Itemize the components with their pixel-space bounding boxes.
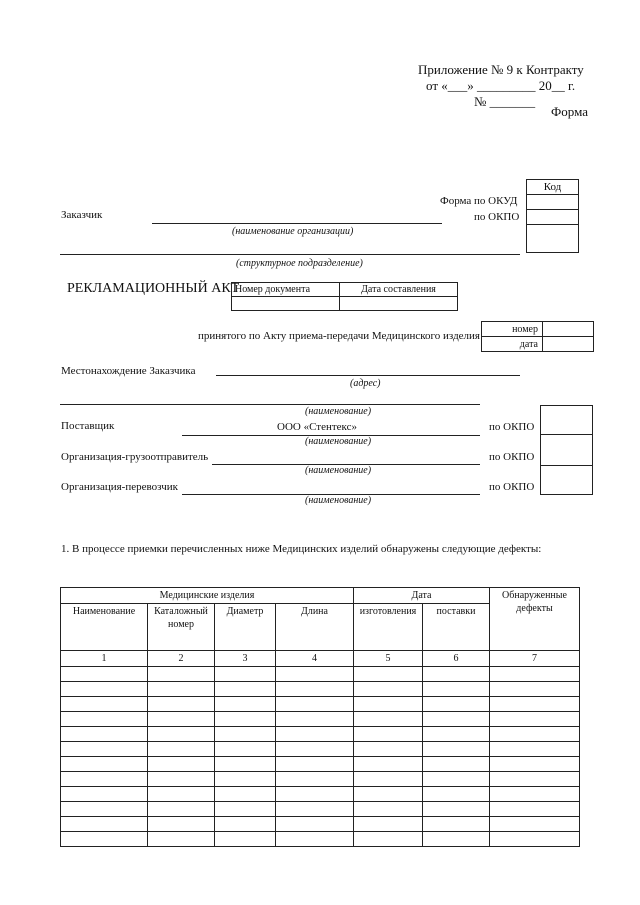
table-row (61, 742, 580, 757)
acceptance-date-cell[interactable] (543, 337, 594, 352)
table-cell[interactable] (215, 817, 276, 832)
table-cell[interactable] (148, 727, 215, 742)
table-row (61, 802, 580, 817)
table-cell[interactable] (148, 832, 215, 847)
table-cell[interactable] (423, 727, 490, 742)
table-cell[interactable] (490, 727, 580, 742)
col-name-header: Наименование (61, 604, 148, 651)
location-caption: (адрес) (350, 378, 381, 389)
table-cell[interactable] (423, 742, 490, 757)
okpo-cell[interactable] (527, 210, 579, 225)
supplier-okpo-box[interactable] (540, 405, 593, 435)
table-cell[interactable] (148, 772, 215, 787)
table-cell[interactable] (490, 757, 580, 772)
table-cell[interactable] (61, 787, 148, 802)
table-row (61, 727, 580, 742)
supplier-value: ООО «Стентекс» (277, 421, 357, 433)
table-cell[interactable] (276, 682, 354, 697)
table-cell[interactable] (490, 712, 580, 727)
table-cell[interactable] (423, 697, 490, 712)
table-cell[interactable] (490, 817, 580, 832)
table-cell[interactable] (423, 802, 490, 817)
col-number: 6 (423, 651, 490, 667)
department-caption: (структурное подразделение) (236, 258, 363, 269)
table-cell[interactable] (148, 682, 215, 697)
table-cell[interactable] (354, 802, 423, 817)
table-cell[interactable] (354, 712, 423, 727)
table-cell[interactable] (354, 742, 423, 757)
table-cell[interactable] (215, 772, 276, 787)
col-number: 5 (354, 651, 423, 667)
table-cell[interactable] (354, 667, 423, 682)
col-number: 3 (215, 651, 276, 667)
document-table (231, 282, 458, 311)
table-cell[interactable] (423, 772, 490, 787)
top-name-caption: (наименование) (305, 406, 372, 417)
table-cell[interactable] (276, 712, 354, 727)
act-title: РЕКЛАМАЦИОННЫЙ АКТ (67, 281, 240, 296)
table-cell[interactable] (354, 757, 423, 772)
table-row (61, 712, 580, 727)
table-cell[interactable] (215, 697, 276, 712)
table-cell[interactable] (354, 727, 423, 742)
table-row (61, 817, 580, 832)
acceptance-text: принятого по Акту приема-передачи Медицинского изделия (198, 330, 480, 342)
table-cell[interactable] (423, 757, 490, 772)
defects-intro: 1. В процессе приемки перечисленных ниже Медицинских изделий обнаружены следующие дефекты: (61, 543, 542, 555)
location-label: Местонахождение Заказчика (61, 365, 196, 377)
carrier-caption: (наименование) (305, 495, 372, 506)
table-cell[interactable] (148, 712, 215, 727)
table-cell[interactable] (148, 742, 215, 757)
table-cell[interactable] (354, 682, 423, 697)
table-cell[interactable] (61, 802, 148, 817)
table-cell[interactable] (61, 682, 148, 697)
supplier-okpo-label: по ОКПО (489, 421, 535, 433)
col-number: 7 (490, 651, 580, 667)
table-cell[interactable] (215, 787, 276, 802)
table-cell[interactable] (276, 832, 354, 847)
found-defects-header: Обнаруженные дефекты (490, 588, 580, 651)
table-cell[interactable] (354, 697, 423, 712)
table-cell[interactable] (276, 787, 354, 802)
table-cell[interactable] (215, 727, 276, 742)
table-cell[interactable] (490, 802, 580, 817)
table-cell[interactable] (61, 772, 148, 787)
table-cell[interactable] (490, 787, 580, 802)
table-cell[interactable] (276, 727, 354, 742)
department-line[interactable] (60, 254, 520, 255)
group-devices-header: Медицинские изделия (61, 588, 354, 604)
okpo-label: по ОКПО (474, 211, 520, 223)
table-cell[interactable] (215, 802, 276, 817)
table-cell[interactable] (61, 727, 148, 742)
table-cell[interactable] (148, 802, 215, 817)
table-cell[interactable] (215, 712, 276, 727)
table-cell[interactable] (61, 832, 148, 847)
defects-table (60, 587, 580, 847)
table-cell[interactable] (423, 787, 490, 802)
table-row (61, 682, 580, 697)
customer-label: Заказчик (61, 209, 103, 221)
table-cell[interactable] (215, 832, 276, 847)
table-cell[interactable] (276, 667, 354, 682)
doc-number-header: Номер документа (232, 283, 340, 297)
table-cell[interactable] (354, 832, 423, 847)
table-cell[interactable] (354, 817, 423, 832)
table-row (61, 667, 580, 682)
table-cell[interactable] (215, 667, 276, 682)
table-cell[interactable] (354, 772, 423, 787)
col-catalog-header: Каталожный номер (148, 604, 215, 651)
col-delivery-header: поставки (423, 604, 490, 651)
doc-date-header: Дата составления (340, 283, 458, 297)
supplier-label: Поставщик (61, 420, 115, 432)
doc-number-cell[interactable] (232, 297, 340, 311)
table-cell[interactable] (148, 757, 215, 772)
acceptance-table (481, 321, 594, 352)
table-row (61, 772, 580, 787)
table-cell[interactable] (423, 667, 490, 682)
table-row (61, 787, 580, 802)
table-cell[interactable] (490, 832, 580, 847)
table-cell[interactable] (276, 817, 354, 832)
table-cell[interactable] (148, 667, 215, 682)
table-cell[interactable] (490, 667, 580, 682)
table-cell[interactable] (276, 772, 354, 787)
table-cell[interactable] (423, 832, 490, 847)
acceptance-date-label: дата (482, 337, 543, 352)
table-cell[interactable] (354, 787, 423, 802)
col-number: 1 (61, 651, 148, 667)
table-cell[interactable] (490, 682, 580, 697)
supplier-caption: (наименование) (305, 436, 372, 447)
table-cell[interactable] (490, 697, 580, 712)
col-length-header: Длина (276, 604, 354, 651)
appendix-title: Приложение № 9 к Контракту (418, 62, 584, 77)
table-cell[interactable] (61, 667, 148, 682)
table-cell[interactable] (61, 742, 148, 757)
carrier-okpo-label: по ОКПО (489, 481, 535, 493)
table-cell[interactable] (276, 802, 354, 817)
location-line[interactable] (216, 375, 520, 376)
shipper-caption: (наименование) (305, 465, 372, 476)
extra-code-cell[interactable] (527, 225, 579, 253)
okud-label: Форма по ОКУД (440, 195, 518, 207)
contract-number-line: № _______ (474, 94, 536, 109)
code-header: Код (527, 180, 579, 195)
table-cell[interactable] (148, 697, 215, 712)
shipper-label: Организация-грузоотправитель (61, 451, 209, 463)
table-cell[interactable] (61, 757, 148, 772)
table-cell[interactable] (148, 817, 215, 832)
table-row (61, 757, 580, 772)
col-number: 4 (276, 651, 354, 667)
table-cell[interactable] (490, 742, 580, 757)
table-cell[interactable] (148, 787, 215, 802)
table-cell[interactable] (215, 682, 276, 697)
table-cell[interactable] (423, 817, 490, 832)
table-cell[interactable] (490, 772, 580, 787)
table-cell[interactable] (61, 817, 148, 832)
top-name-line[interactable] (60, 404, 480, 405)
table-cell[interactable] (276, 742, 354, 757)
okud-cell[interactable] (527, 195, 579, 210)
customer-name-line[interactable] (152, 223, 442, 224)
customer-org-caption: (наименование организации) (232, 226, 354, 237)
col-number: 2 (148, 651, 215, 667)
carrier-okpo-box[interactable] (540, 465, 593, 495)
table-cell[interactable] (61, 712, 148, 727)
table-cell[interactable] (61, 697, 148, 712)
col-diameter-header: Диаметр (215, 604, 276, 651)
table-row (61, 697, 580, 712)
shipper-okpo-label: по ОКПО (489, 451, 535, 463)
shipper-okpo-box[interactable] (540, 434, 593, 466)
contract-date-line: от «___» _________ 20__ г. (426, 78, 576, 93)
table-cell[interactable] (423, 682, 490, 697)
table-cell[interactable] (215, 757, 276, 772)
acceptance-number-label: номер (482, 322, 543, 337)
form-label: Форма (551, 104, 588, 119)
group-date-header: Дата (354, 588, 490, 604)
table-cell[interactable] (423, 712, 490, 727)
table-cell[interactable] (215, 742, 276, 757)
table-row (61, 832, 580, 847)
col-manufacture-header: изготовления (354, 604, 423, 651)
code-table (526, 179, 579, 253)
acceptance-number-cell[interactable] (543, 322, 594, 337)
table-cell[interactable] (276, 757, 354, 772)
table-cell[interactable] (276, 697, 354, 712)
doc-date-cell[interactable] (340, 297, 458, 311)
carrier-label: Организация-перевозчик (61, 481, 178, 493)
